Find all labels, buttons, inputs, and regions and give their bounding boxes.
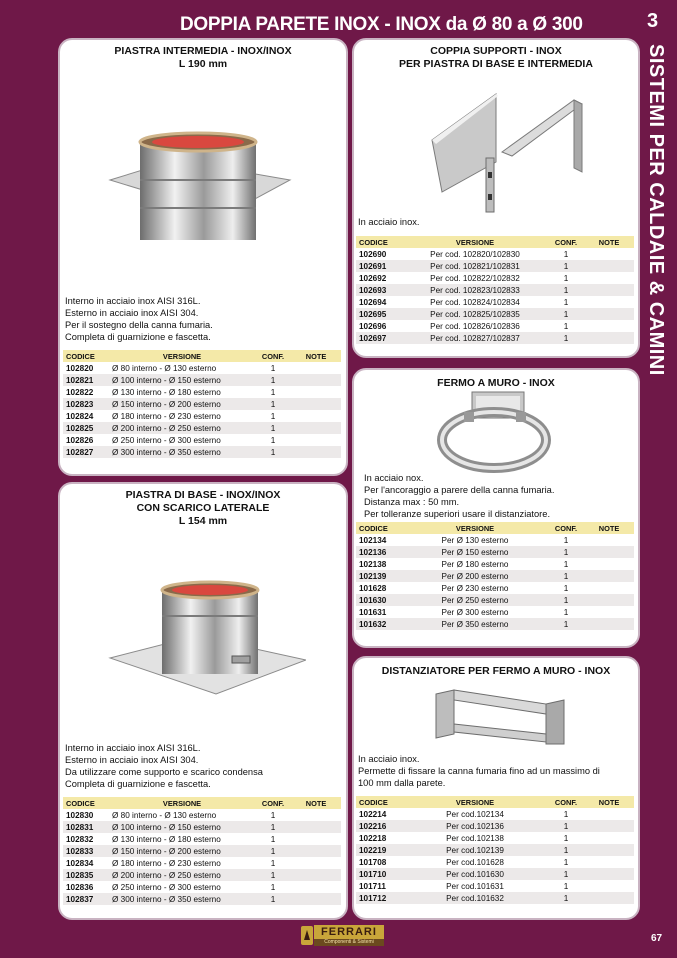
panel-description: Interno in acciaio inox AISI 316L. Esterno in acciaio inox AISI 304. Da utilizzare come supporto e scarico condensa Completa di guarnizione e fascetta. [65,743,263,789]
page-header-title: DOPPIA PARETE INOX - INOX da Ø 80 a Ø 300 [180,14,583,35]
table-row: 102696 Per cod. 102826/102836 1 [359,321,569,331]
table-row: 102690 Per cod. 102820/102830 1 [359,249,569,259]
table-row: 102837 Ø 300 interno - Ø 350 esterno 1 [63,893,341,905]
table-row: 102826 Ø 250 interno - Ø 300 esterno 1 [66,435,276,445]
table-row: 102822 Ø 130 interno - Ø 180 esterno 1 [66,387,276,397]
panel-distanziatore [352,656,640,920]
table-row: 102694 Per cod. 102824/102834 1 [359,297,569,307]
side-section-title: SISTEMI PER CALDAIE & CAMINI [645,44,667,376]
table-row: 102830 Ø 80 interno - Ø 130 esterno 1 [66,810,276,820]
panel-piastra-di-base [58,482,348,920]
panel-description: Interno in acciaio inox AISI 316L. Esterno in acciaio inox AISI 304. Per il sostegno della canna fumaria. Completa di guarnizione e fascetta. [65,296,213,342]
table-row: 102218 Per cod.102138 1 [359,833,569,843]
panel-description: In acciaio nox. Per l'ancoraggio a parere della canna fumaria. Distanza max : 50 mm. Per tolleranze superiori usare il distanziatore. [364,473,555,519]
table-row: 102214 Per cod.102134 1 [359,809,569,819]
table-row: 102138 Per Ø 180 esterno 1 [359,559,569,569]
table-row: 102835 Ø 200 interno - Ø 250 esterno 1 [63,869,341,881]
panel-piastra-intermedia [58,38,348,476]
table-row: 101710 Per cod.101630 1 [356,868,634,880]
panel-coppia-supporti [352,38,640,358]
table-row: 102823 Ø 150 interno - Ø 200 esterno 1 [63,398,341,410]
table-header: CODICE VERSIONE CONF. NOTE [63,350,341,362]
product-table [356,522,634,630]
table-row: 102219 Per cod.102139 1 [356,844,634,856]
table-row: 101631 Per Ø 300 esterno 1 [359,607,569,617]
page-number: 67 [651,933,663,944]
panel-fermo-a-muro [352,368,640,648]
table-header: CODICE VERSIONE CONF. NOTE [356,236,634,248]
table-header: CODICE VERSIONE CONF. NOTE [356,522,634,534]
table-row: 102824 Ø 180 interno - Ø 230 esterno 1 [66,411,276,421]
panel-description: In acciaio inox. Permette di fissare la canna fumaria fino ad un massimo di 100 mm dalla parete. [358,754,600,788]
chapter-number: 3 [647,10,659,32]
logo-text: FERRARI [314,925,384,939]
table-row: 101628 Per Ø 230 esterno 1 [359,583,569,593]
product-table [356,796,634,904]
table-row: 102136 Per Ø 150 esterno 1 [356,546,634,558]
table-row: 102821 Ø 100 interno - Ø 150 esterno 1 [63,374,341,386]
table-row: 102831 Ø 100 interno - Ø 150 esterno 1 [63,821,341,833]
product-photo [416,686,576,746]
table-row: 102832 Ø 130 interno - Ø 180 esterno 1 [66,834,276,844]
table-row: 102216 Per cod.102136 1 [356,820,634,832]
panel-title: PIASTRA DI BASE - INOX/INOX CON SCARICO LATERALE L 154 mm [125,489,281,527]
product-photo [424,82,604,222]
table-row: 101712 Per cod.101632 1 [356,892,634,904]
product-photo [100,130,300,250]
table-row: 102697 Per cod. 102827/102837 1 [356,332,634,344]
table-row: 102695 Per cod. 102825/102835 1 [356,308,634,320]
panel-title: DISTANZIATORE PER FERMO A MURO - INOX [381,665,611,677]
table-row: 102139 Per Ø 200 esterno 1 [356,570,634,582]
product-table [63,350,341,458]
table-header: CODICE VERSIONE CONF. NOTE [63,797,341,809]
table-row: 102834 Ø 180 interno - Ø 230 esterno 1 [66,858,276,868]
table-row: 102833 Ø 150 interno - Ø 200 esterno 1 [63,845,341,857]
table-row: 102827 Ø 300 interno - Ø 350 esterno 1 [63,446,341,458]
table-row: 101630 Per Ø 250 esterno 1 [356,594,634,606]
logo-subtext: Componenti & Sistemi [314,939,384,946]
table-row: 101708 Per cod.101628 1 [359,857,569,867]
product-photo [424,388,574,476]
table-row: 101711 Per cod.101631 1 [359,881,569,891]
table-row: 102691 Per cod. 102821/102831 1 [356,260,634,272]
table-row: 102836 Ø 250 interno - Ø 300 esterno 1 [66,882,276,892]
product-table [356,236,634,344]
panel-description: In acciaio inox. [358,217,420,227]
table-row: 102825 Ø 200 interno - Ø 250 esterno 1 [63,422,341,434]
table-row: 102693 Per cod. 102823/102833 1 [356,284,634,296]
product-photo [106,576,306,706]
table-row: 101632 Per Ø 350 esterno 1 [356,618,634,630]
panel-title: FERMO A MURO - INOX [437,377,555,389]
table-row: 102692 Per cod. 102822/102832 1 [359,273,569,283]
table-row: 102820 Ø 80 interno - Ø 130 esterno 1 [66,363,276,373]
product-table [63,797,341,905]
panel-title: COPPIA SUPPORTI - INOX PER PIASTRA DI BASE E INTERMEDIA [399,45,593,70]
table-row: 102134 Per Ø 130 esterno 1 [359,535,569,545]
logo-icon [300,925,314,946]
table-header: CODICE VERSIONE CONF. NOTE [356,796,634,808]
panel-title: PIASTRA INTERMEDIA - INOX/INOX L 190 mm [114,45,292,70]
ferrari-logo [300,925,384,947]
